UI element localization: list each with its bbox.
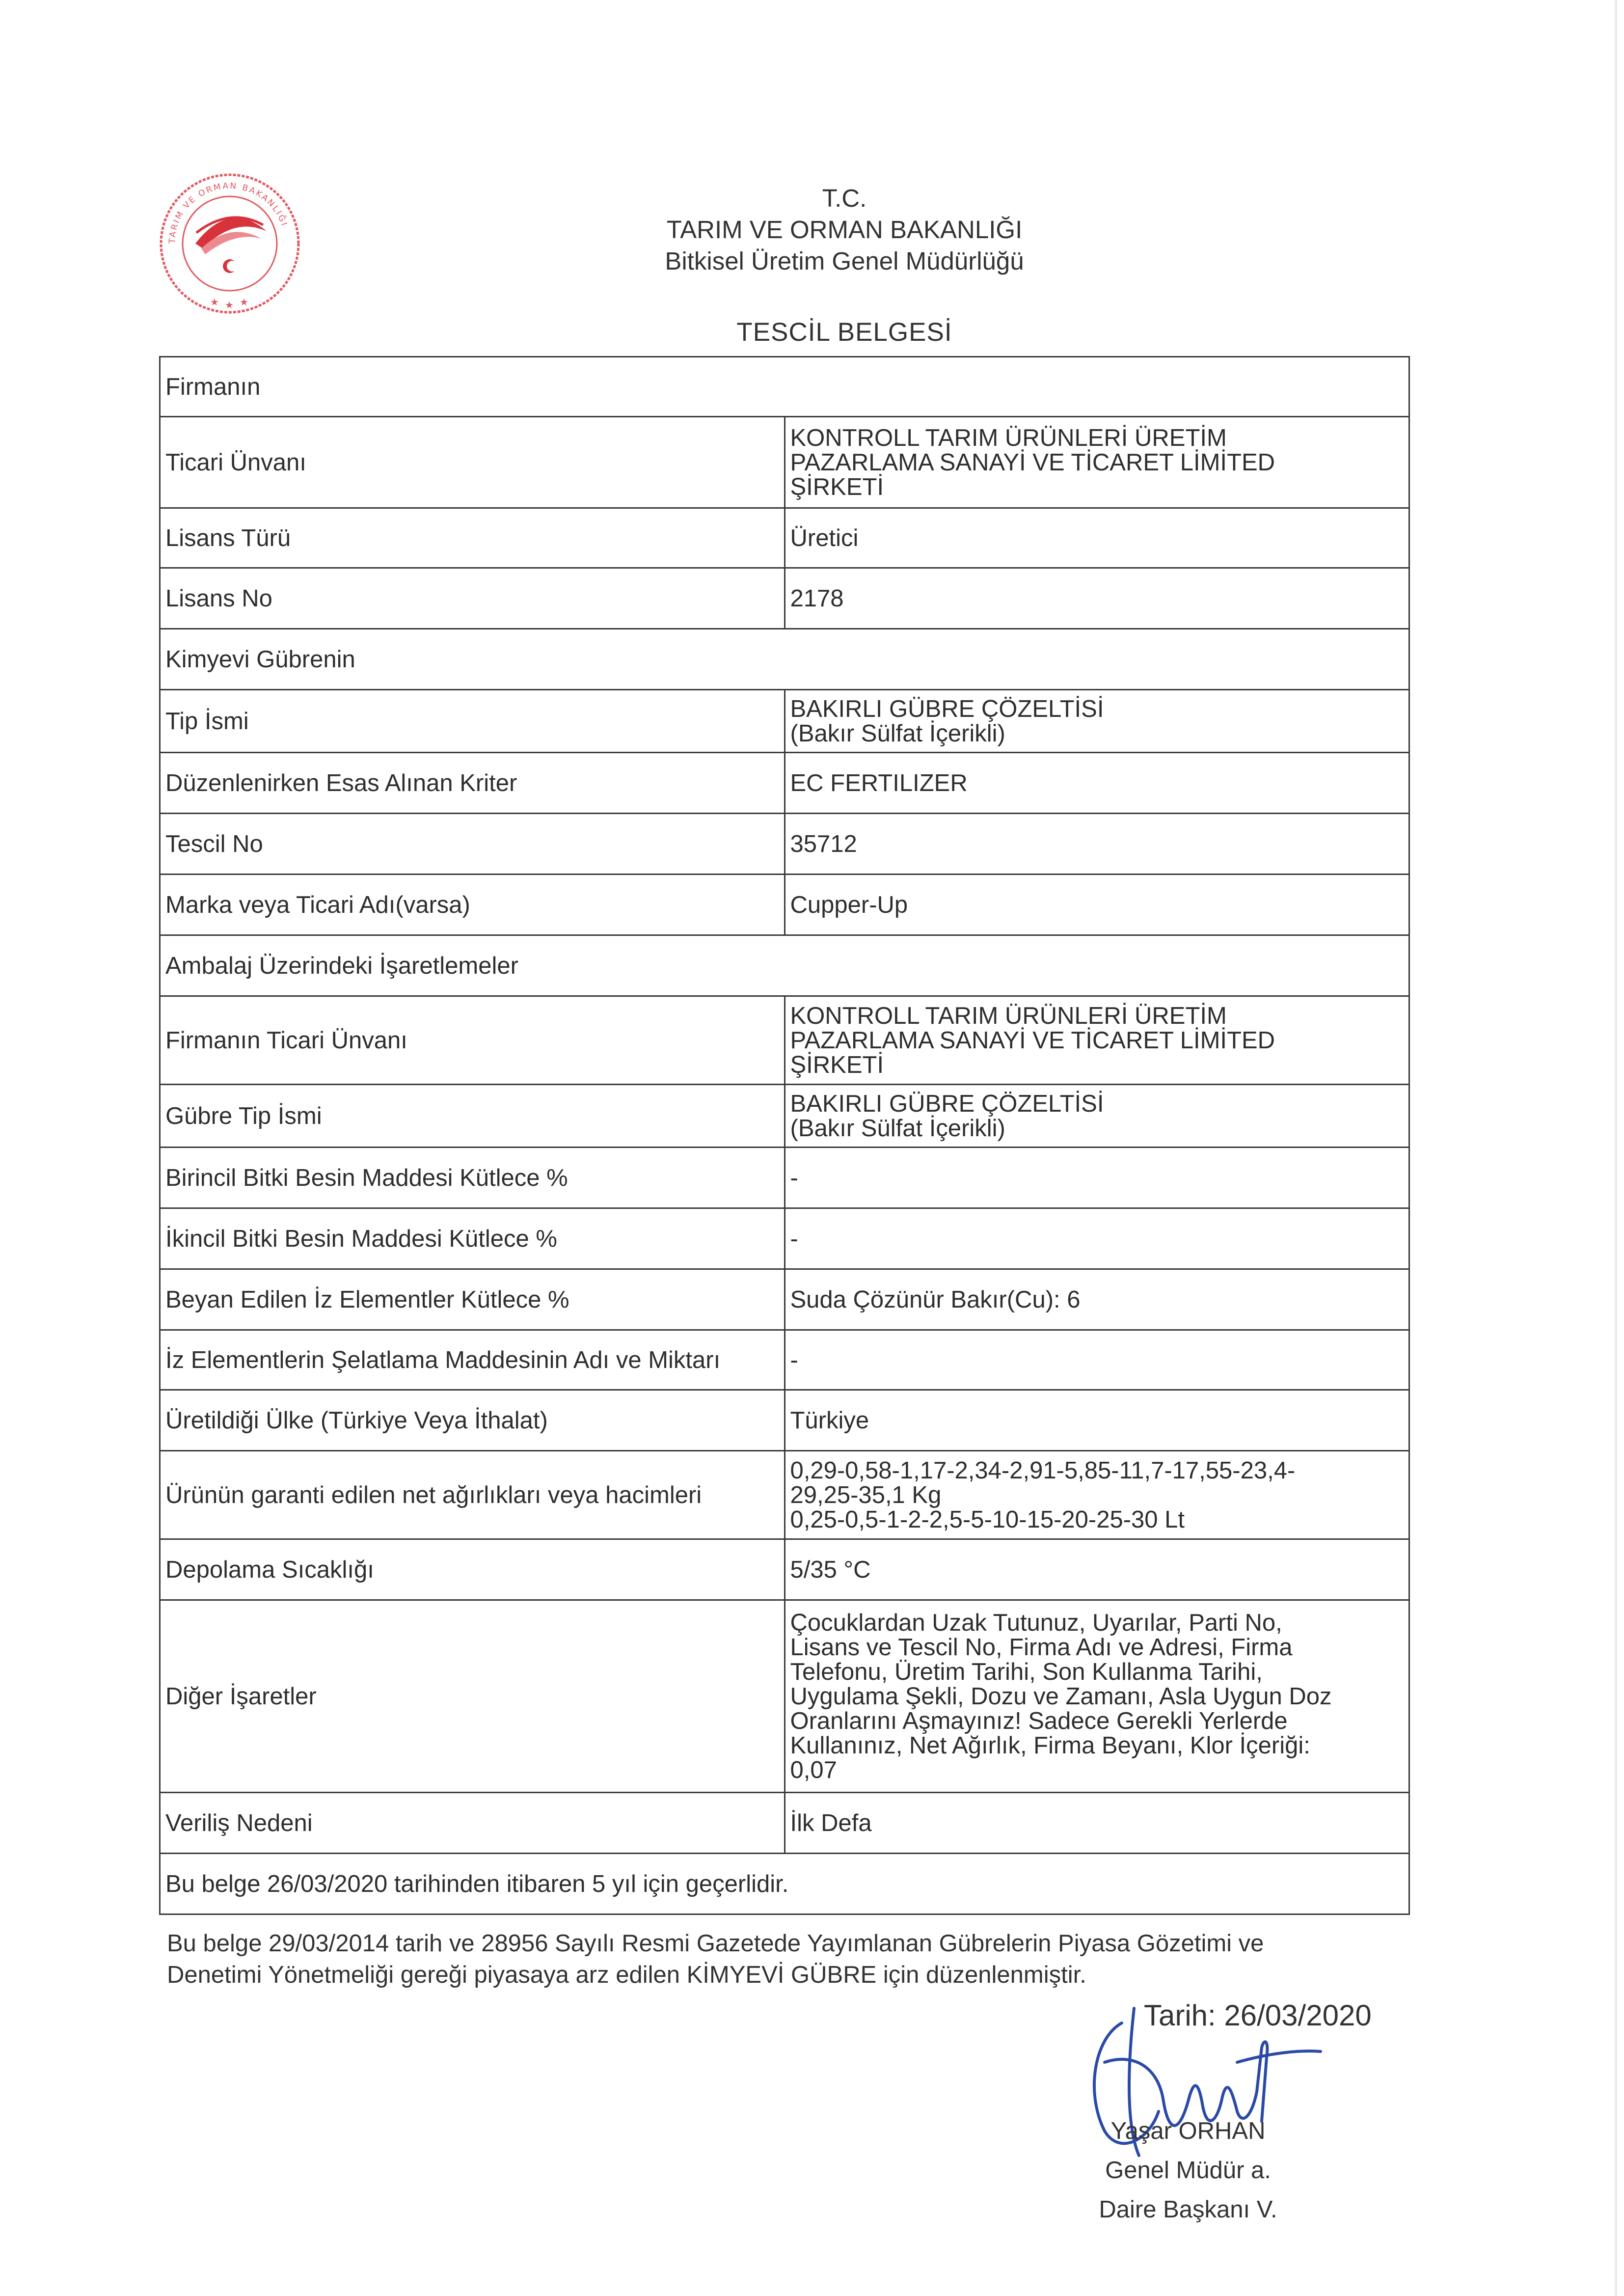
label-kriter: Düzenlenirken Esas Alınan Kriter (160, 753, 785, 814)
label-ulke: Üretildiği Ülke (Türkiye Veya İthalat) (160, 1390, 785, 1451)
section-ambalaj: Ambalaj Üzerindeki İşaretlemeler (160, 935, 1409, 996)
value-gubre-tip-ismi (785, 1085, 1409, 1148)
value-verilis: İlk Defa (785, 1793, 1409, 1854)
value-line: BAKIRLI GÜBRE ÇÖZELTİSİ (790, 695, 1104, 722)
table-row (160, 1085, 1409, 1148)
table-row (160, 1208, 1409, 1269)
label-birincil: Birincil Bitki Besin Maddesi Kütlece % (160, 1148, 785, 1208)
table-row (160, 814, 1409, 875)
table-row (160, 508, 1409, 568)
label-selatlama: İz Elementlerin Şelatlama Maddesinin Adı ve Miktarı (160, 1330, 785, 1390)
registration-table (159, 356, 1410, 1915)
legal-note-line: Bu belge 29/03/2014 tarih ve 28956 Sayılı Resmi Gazetede Yayımlanan Gübrelerin Piyasa Gözetimi ve (167, 1930, 1264, 1957)
page-edge (1614, 0, 1617, 2296)
label-lisans-turu: Lisans Türü (160, 508, 785, 568)
value-depolama: 5/35 °C (785, 1539, 1409, 1600)
table-row (160, 417, 1409, 508)
table-row (160, 753, 1409, 814)
seal-ring-text: TARIM VE ORMAN BAKANLIĞI (167, 181, 290, 244)
value-line: Lisans ve Tescil No, Firma Adı ve Adresi, Firma (790, 1634, 1293, 1661)
value-tescil-no: 35712 (785, 814, 1409, 875)
table-row (160, 568, 1409, 629)
value-birincil: - (785, 1148, 1409, 1208)
table-row (160, 1854, 1409, 1914)
svg-text:★: ★ (240, 296, 248, 308)
value-line: KONTROLL TARIM ÜRÜNLERİ ÜRETİM (790, 1002, 1227, 1029)
table-row (160, 690, 1409, 753)
value-lisans-turu: Üretici (785, 508, 1409, 568)
value-line: 0,29-0,58-1,17-2,34-2,91-5,85-11,7-17,55-23,4- (790, 1457, 1296, 1484)
table-row (160, 1600, 1409, 1793)
value-line: BAKIRLI GÜBRE ÇÖZELTİSİ (790, 1090, 1104, 1117)
value-line: Uygulama Şekli, Dozu ve Zamanı, Asla Uygun Doz (790, 1683, 1332, 1710)
document-title: TESCİL BELGESİ (736, 318, 952, 347)
label-firma-ticari-unvan: Firmanın Ticari Ünvanı (160, 996, 785, 1085)
svg-text:★: ★ (225, 299, 234, 311)
table-row (160, 1148, 1409, 1208)
value-diger (785, 1600, 1409, 1793)
label-diger: Diğer İşaretler (160, 1600, 785, 1793)
table-row (160, 935, 1409, 996)
section-firmanin: Firmanın (160, 357, 1409, 417)
value-kriter: EC FERTILIZER (785, 753, 1409, 814)
value-line: Oranlarını Aşmayınız! Sadece Gerekli Yerlerde (790, 1707, 1288, 1734)
value-net-agirlik (785, 1451, 1409, 1539)
table-row (160, 1451, 1409, 1539)
value-iz-element: Suda Çözünür Bakır(Cu): 6 (785, 1269, 1409, 1330)
label-ikincil: İkincil Bitki Besin Maddesi Kütlece % (160, 1208, 785, 1269)
value-selatlama: - (785, 1330, 1409, 1390)
value-line: PAZARLAMA SANAYİ VE TİCARET LİMİTED (790, 449, 1275, 476)
value-firma-ticari-unvan (785, 996, 1409, 1085)
value-line: KONTROLL TARIM ÜRÜNLERİ ÜRETİM (790, 424, 1227, 451)
table-row (160, 1539, 1409, 1600)
value-line: ŞİRKETİ (790, 473, 884, 500)
label-tescil-no: Tescil No (160, 814, 785, 875)
label-net-agirlik: Ürünün garanti edilen net ağırlıkları veya hacimleri (160, 1451, 785, 1539)
header-ministry: TARIM VE ORMAN BAKANLIĞI (666, 216, 1023, 244)
table-row (160, 629, 1409, 690)
value-line: (Bakır Sülfat İçerikli) (790, 720, 1005, 747)
value-ulke: Türkiye (785, 1390, 1409, 1451)
table-row (160, 1269, 1409, 1330)
label-gubre-tip-ismi: Gübre Tip İsmi (160, 1085, 785, 1148)
value-line: PAZARLAMA SANAYİ VE TİCARET LİMİTED (790, 1027, 1275, 1054)
svg-text:★: ★ (210, 296, 219, 308)
validity-statement: Bu belge 26/03/2020 tarihinden itibaren 5 yıl için geçerlidir. (160, 1854, 1409, 1914)
value-line: 0,25-0,5-1-2-2,5-5-10-15-20-25-30 Lt (790, 1506, 1185, 1533)
legal-note-line: Denetimi Yönetmeliği gereği piyasaya arz edilen KİMYEVİ GÜBRE için düzenlenmiştir. (167, 1962, 1086, 1988)
label-marka: Marka veya Ticari Adı(varsa) (160, 875, 785, 935)
table-row (160, 1330, 1409, 1390)
table-row (160, 1390, 1409, 1451)
label-depolama: Depolama Sıcaklığı (160, 1539, 785, 1600)
ministry-seal-icon (156, 170, 303, 317)
header-directorate: Bitkisel Üretim Genel Müdürlüğü (665, 247, 1024, 275)
legal-note (167, 1928, 1414, 1991)
signature-date: Tarih: 26/03/2020 (1144, 1999, 1372, 2032)
value-line: 0,07 (790, 1756, 837, 1783)
value-ikincil: - (785, 1208, 1409, 1269)
document-header (540, 183, 1149, 277)
value-line: Çocuklardan Uzak Tutunuz, Uyarılar, Parti No, (790, 1609, 1282, 1636)
section-kimyevi-gubre: Kimyevi Gübrenin (160, 629, 1409, 690)
value-line: Kullanınız, Net Ağırlık, Firma Beyanı, Klor İçeriği: (790, 1732, 1310, 1759)
table-row (160, 996, 1409, 1085)
value-lisans-no: 2178 (785, 568, 1409, 629)
signer-title: Daire Başkanı V. (1099, 2196, 1277, 2223)
label-verilis: Veriliş Nedeni (160, 1793, 785, 1854)
value-line: Telefonu, Üretim Tarihi, Son Kullanma Tarihi, (790, 1658, 1263, 1685)
table-row (160, 357, 1409, 417)
value-tip-ismi (785, 690, 1409, 753)
label-lisans-no: Lisans No (160, 568, 785, 629)
value-line: ŞİRKETİ (790, 1051, 884, 1078)
signer-title: Genel Müdür a. (1105, 2157, 1271, 2184)
value-line: 29,25-35,1 Kg (790, 1481, 942, 1508)
value-ticari-unvan (785, 417, 1409, 508)
value-marka: Cupper-Up (785, 875, 1409, 935)
signer-block (1085, 2111, 1291, 2229)
header-tc: T.C. (822, 184, 867, 212)
signer-name: Yaşar ORHAN (1110, 2118, 1266, 2144)
label-tip-ismi: Tip İsmi (160, 690, 785, 753)
table-row (160, 875, 1409, 935)
label-ticari-unvan: Ticari Ünvanı (160, 417, 785, 508)
table-row (160, 1793, 1409, 1854)
value-line: (Bakır Sülfat İçerikli) (790, 1115, 1005, 1142)
label-iz-element: Beyan Edilen İz Elementler Kütlece % (160, 1269, 785, 1330)
